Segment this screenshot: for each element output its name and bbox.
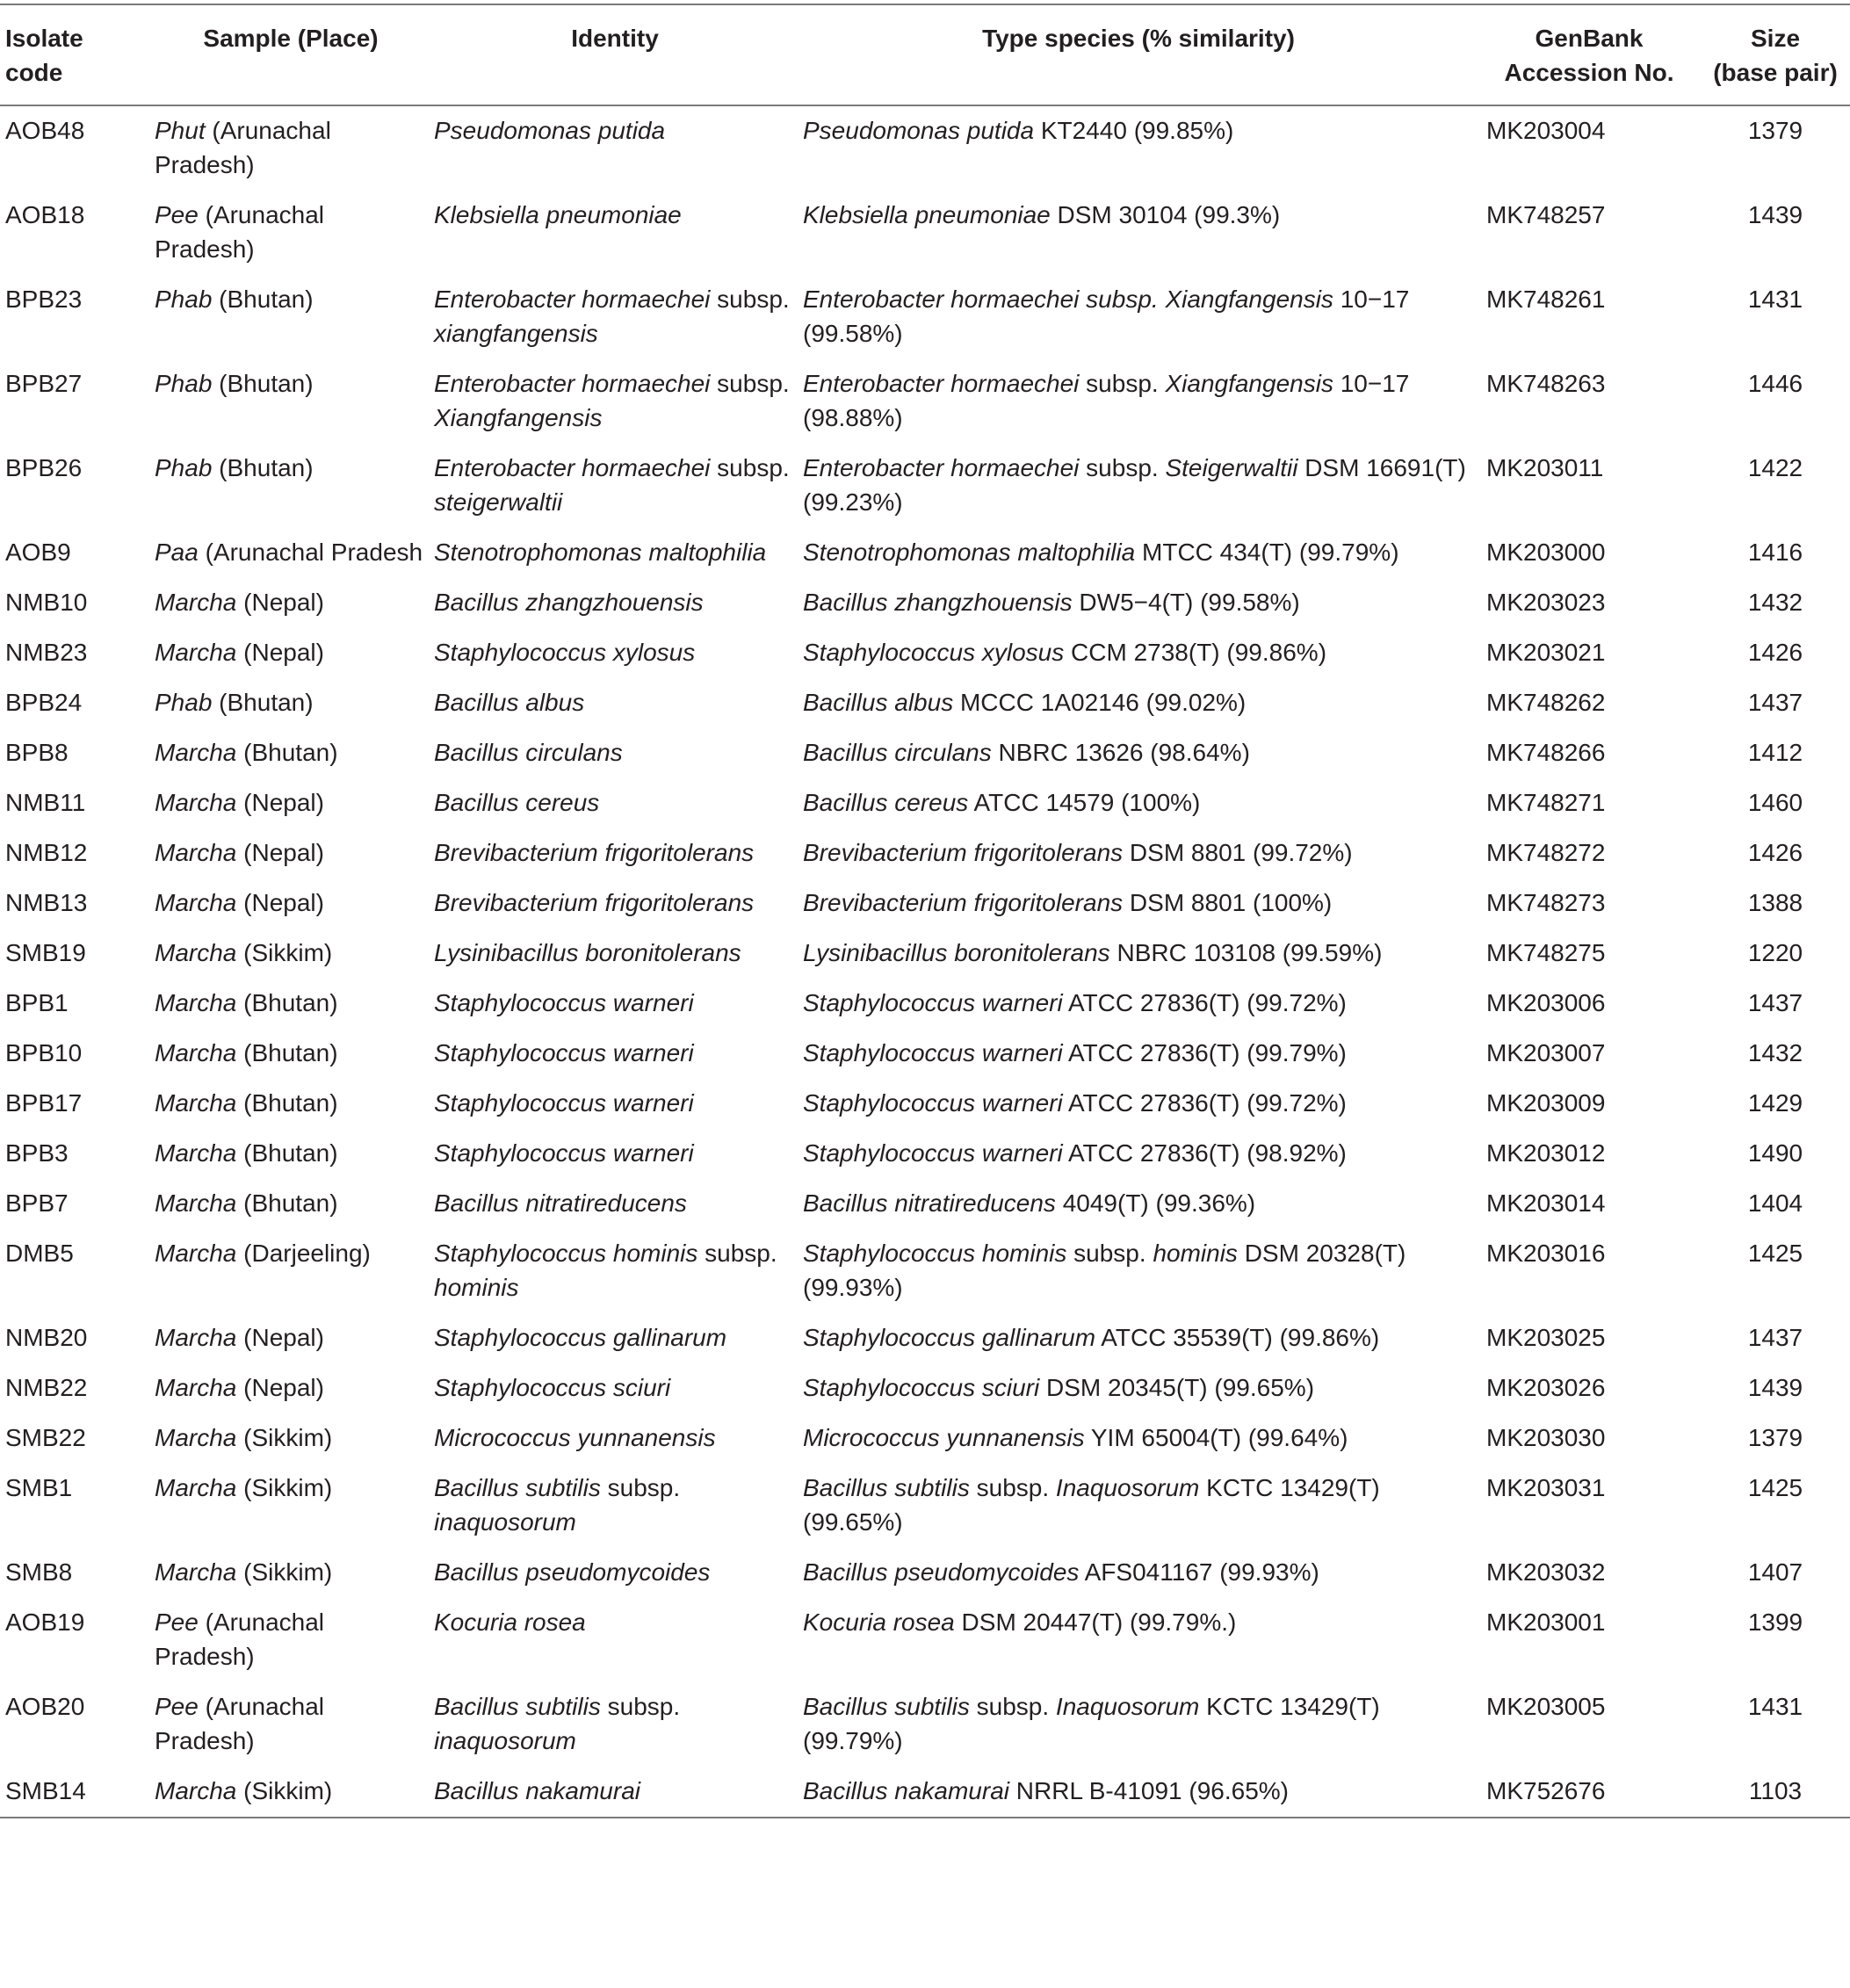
isolate-code-cell: BPB10 [5, 1039, 83, 1066]
type-species-cell: Enterobacter hormaechei subsp. Xiangfangensis 10−17 (98.88%) [803, 370, 1410, 431]
genbank-accession-cell: MK203026 [1486, 1374, 1606, 1401]
isolate-code-cell: NMB10 [5, 589, 88, 616]
genbank-accession-cell: MK748257 [1486, 201, 1606, 228]
type-species-cell: Kocuria rosea DSM 20447(T) (99.79%.) [803, 1608, 1237, 1636]
size-cell: 1426 [1747, 639, 1803, 666]
isolate-code-cell: BPB24 [5, 689, 83, 716]
identity-cell: Enterobacter hormaechei subsp. steigerwaltii [434, 454, 790, 516]
type-species-cell: Enterobacter hormaechei subsp. Steigerwaltii DSM 16691(T) (99.23%) [803, 454, 1466, 516]
size-cell: 1425 [1747, 1240, 1803, 1267]
size-cell: 1379 [1747, 1424, 1803, 1451]
identity-cell: Klebsiella pneumoniae [434, 201, 682, 228]
size-cell: 1426 [1747, 839, 1803, 866]
size-cell: 1437 [1747, 689, 1803, 716]
table-row [0, 878, 1850, 929]
header-identity: Identity [571, 25, 659, 52]
genbank-accession-cell: MK203004 [1486, 117, 1606, 144]
table-row [0, 828, 1850, 878]
genbank-accession-cell: MK203005 [1486, 1693, 1606, 1720]
type-species-cell: Staphylococcus xylosus CCM 2738(T) (99.86%) [803, 639, 1327, 666]
table-row [0, 1313, 1850, 1363]
type-species-cell: Staphylococcus warneri ATCC 27836(T) (99.72%) [803, 1089, 1347, 1117]
type-species-cell: Staphylococcus sciuri DSM 20345(T) (99.65%) [803, 1374, 1315, 1401]
sample-place-cell: Phut (Arunachal Pradesh) [155, 117, 331, 178]
isolate-code-cell: BPB23 [5, 286, 83, 313]
type-species-cell: Pseudomonas putida KT2440 (99.85%) [803, 117, 1234, 144]
table-row [0, 1229, 1850, 1313]
genbank-accession-cell: MK203016 [1486, 1240, 1606, 1267]
sample-place-cell: Phab (Bhutan) [155, 286, 314, 313]
size-cell: 1432 [1747, 1039, 1803, 1066]
type-species-cell: Staphylococcus warneri ATCC 27836(T) (99.72%) [803, 989, 1347, 1016]
type-species-cell: Bacillus circulans NBRC 13626 (98.64%) [803, 739, 1250, 766]
size-cell: 1407 [1747, 1558, 1803, 1586]
type-species-cell: Staphylococcus hominis subsp. hominis DSM 20328(T) (99.93%) [803, 1240, 1406, 1301]
identity-cell: Staphylococcus warneri [434, 1089, 694, 1117]
identity-cell: Brevibacterium frigoritolerans [434, 889, 755, 916]
identity-cell: Enterobacter hormaechei subsp. xiangfangensis [434, 286, 790, 347]
table-row [0, 678, 1850, 728]
isolate-code-cell: SMB1 [5, 1474, 73, 1501]
sample-place-cell: Marcha (Bhutan) [155, 989, 338, 1016]
size-cell: 1404 [1747, 1189, 1803, 1217]
genbank-accession-cell: MK203006 [1486, 989, 1606, 1016]
sample-place-cell: Marcha (Darjeeling) [155, 1240, 371, 1267]
table-row [0, 1129, 1850, 1179]
isolate-code-cell: AOB20 [5, 1693, 85, 1720]
isolate-code-cell: BPB8 [5, 739, 69, 766]
header-isolate-code: Isolate code [5, 25, 83, 86]
table-row [0, 191, 1850, 275]
size-cell: 1460 [1747, 789, 1803, 816]
table-row [0, 359, 1850, 444]
genbank-accession-cell: MK203012 [1486, 1139, 1606, 1167]
genbank-accession-cell: MK748266 [1486, 739, 1606, 766]
identity-cell: Staphylococcus warneri [434, 1039, 694, 1066]
identity-cell: Bacillus subtilis subsp. inaquosorum [434, 1474, 681, 1536]
sample-place-cell: Pee (Arunachal Pradesh) [155, 1608, 325, 1670]
header-size: Size (base pair) [1713, 25, 1838, 86]
sample-place-cell: Marcha (Bhutan) [155, 1039, 338, 1066]
size-cell: 1429 [1747, 1089, 1803, 1117]
genbank-accession-cell: MK203014 [1486, 1189, 1606, 1217]
table-row [0, 728, 1850, 778]
identity-cell: Bacillus subtilis subsp. inaquosorum [434, 1693, 681, 1754]
size-cell: 1425 [1747, 1474, 1803, 1501]
sample-place-cell: Marcha (Sikkim) [155, 1424, 333, 1451]
type-species-cell: Bacillus subtilis subsp. Inaquosorum KCTC 13429(T) (99.65%) [803, 1474, 1380, 1536]
size-cell: 1399 [1747, 1608, 1803, 1636]
type-species-cell: Stenotrophomonas maltophilia MTCC 434(T) (99.79%) [803, 539, 1399, 566]
isolate-code-cell: BPB17 [5, 1089, 83, 1117]
table-row [0, 778, 1850, 828]
isolate-code-cell: SMB14 [5, 1777, 86, 1804]
isolate-code-cell: NMB12 [5, 839, 88, 866]
genbank-accession-cell: MK203032 [1486, 1558, 1606, 1586]
size-cell: 1412 [1747, 739, 1803, 766]
size-cell: 1379 [1747, 117, 1803, 144]
sample-place-cell: Marcha (Nepal) [155, 1324, 324, 1351]
size-cell: 1432 [1747, 589, 1803, 616]
identity-cell: Kocuria rosea [434, 1608, 586, 1636]
sample-place-cell: Marcha (Nepal) [155, 789, 324, 816]
genbank-accession-cell: MK748263 [1486, 370, 1606, 397]
size-cell: 1388 [1747, 889, 1803, 916]
sample-place-cell: Marcha (Nepal) [155, 889, 324, 916]
sample-place-cell: Marcha (Nepal) [155, 839, 324, 866]
sample-place-cell: Marcha (Bhutan) [155, 1089, 338, 1117]
identity-cell: Staphylococcus warneri [434, 1139, 694, 1167]
genbank-accession-cell: MK203023 [1486, 589, 1606, 616]
sample-place-cell: Marcha (Nepal) [155, 1374, 324, 1401]
isolate-code-cell: DMB5 [5, 1240, 74, 1267]
identity-cell: Staphylococcus sciuri [434, 1374, 671, 1401]
sample-place-cell: Pee (Arunachal Pradesh) [155, 201, 325, 263]
sample-place-cell: Marcha (Sikkim) [155, 1474, 333, 1501]
isolate-code-cell: BPB26 [5, 454, 83, 481]
identity-cell: Bacillus circulans [434, 739, 623, 766]
sample-place-cell: Phab (Bhutan) [155, 689, 314, 716]
table-row [0, 1548, 1850, 1598]
sample-place-cell: Phab (Bhutan) [155, 370, 314, 397]
sample-place-cell: Phab (Bhutan) [155, 454, 314, 481]
sample-place-cell: Marcha (Nepal) [155, 589, 324, 616]
size-cell: 1490 [1747, 1139, 1803, 1167]
identity-cell: Staphylococcus xylosus [434, 639, 696, 666]
table-row [0, 1682, 1850, 1767]
genbank-accession-cell: MK203007 [1486, 1039, 1606, 1066]
identity-cell: Bacillus zhangzhouensis [434, 589, 704, 616]
size-cell: 1439 [1747, 1374, 1803, 1401]
identity-cell: Staphylococcus hominis subsp. hominis [434, 1240, 777, 1301]
isolate-code-cell: BPB3 [5, 1139, 69, 1167]
identity-cell: Pseudomonas putida [434, 117, 666, 144]
isolate-code-cell: BPB7 [5, 1189, 69, 1217]
table-row [0, 1029, 1850, 1079]
isolate-code-cell: AOB48 [5, 117, 85, 144]
size-cell: 1422 [1747, 454, 1803, 481]
type-species-cell: Bacillus subtilis subsp. Inaquosorum KCTC 13429(T) (99.79%) [803, 1693, 1380, 1754]
table-row [0, 578, 1850, 628]
genbank-accession-cell: MK203031 [1486, 1474, 1606, 1501]
sample-place-cell: Pee (Arunachal Pradesh) [155, 1693, 325, 1754]
type-species-cell: Staphylococcus gallinarum ATCC 35539(T) (99.86%) [803, 1324, 1380, 1351]
table-row [0, 1363, 1850, 1413]
type-species-cell: Staphylococcus warneri ATCC 27836(T) (98.92%) [803, 1139, 1347, 1167]
type-species-cell: Enterobacter hormaechei subsp. Xiangfangensis 10−17 (99.58%) [803, 286, 1410, 347]
isolate-code-cell: SMB22 [5, 1424, 86, 1451]
header-genbank-accession: GenBank Accession No. [1504, 25, 1674, 86]
isolate-code-cell: BPB1 [5, 989, 69, 1016]
type-species-cell: Bacillus nitratireducens 4049(T) (99.36%) [803, 1189, 1256, 1217]
type-species-cell: Bacillus nakamurai NRRL B-41091 (96.65%) [803, 1777, 1290, 1804]
genbank-accession-cell: MK203000 [1486, 539, 1606, 566]
sample-place-cell: Marcha (Bhutan) [155, 739, 338, 766]
genbank-accession-cell: MK203030 [1486, 1424, 1606, 1451]
type-species-cell: Bacillus albus MCCC 1A02146 (99.02%) [803, 689, 1247, 716]
size-cell: 1416 [1747, 539, 1803, 566]
table-row [0, 1464, 1850, 1548]
size-cell: 1431 [1747, 1693, 1803, 1720]
sample-place-cell: Marcha (Nepal) [155, 639, 324, 666]
table-row [0, 1598, 1850, 1682]
type-species-cell: Bacillus cereus ATCC 14579 (100%) [803, 789, 1201, 816]
table-row [0, 628, 1850, 678]
type-species-cell: Lysinibacillus boronitolerans NBRC 103108 (99.59%) [803, 939, 1383, 966]
sample-place-cell: Marcha (Sikkim) [155, 939, 333, 966]
isolate-code-cell: NMB11 [5, 789, 86, 816]
header-row [0, 4, 1850, 105]
table-row [0, 1767, 1850, 1818]
sample-place-cell: Paa (Arunachal Pradesh [155, 539, 423, 566]
identity-cell: Staphylococcus warneri [434, 989, 694, 1016]
genbank-accession-cell: MK748275 [1486, 939, 1606, 966]
type-species-cell: Bacillus zhangzhouensis DW5−4(T) (99.58%) [803, 589, 1300, 616]
isolate-code-cell: NMB13 [5, 889, 88, 916]
table-row [0, 1079, 1850, 1129]
type-species-cell: Staphylococcus warneri ATCC 27836(T) (99.79%) [803, 1039, 1347, 1066]
identity-cell: Bacillus pseudomycoides [434, 1558, 711, 1586]
table-row [0, 1179, 1850, 1229]
isolate-code-cell: SMB19 [5, 939, 86, 966]
header-sample-place: Sample (Place) [203, 25, 379, 52]
header-type-species: Type species (% similarity) [982, 25, 1295, 52]
identity-cell: Lysinibacillus boronitolerans [434, 939, 741, 966]
isolate-table [0, 4, 1850, 1818]
identity-cell: Staphylococcus gallinarum [434, 1324, 727, 1351]
type-species-cell: Brevibacterium frigoritolerans DSM 8801 (100%) [803, 889, 1333, 916]
genbank-accession-cell: MK748271 [1486, 789, 1606, 816]
type-species-cell: Micrococcus yunnanensis YIM 65004(T) (99.64%) [803, 1424, 1348, 1451]
sample-place-cell: Marcha (Sikkim) [155, 1777, 333, 1804]
isolate-code-cell: BPB27 [5, 370, 83, 397]
identity-cell: Stenotrophomonas maltophilia [434, 539, 767, 566]
genbank-accession-cell: MK203011 [1486, 454, 1604, 481]
identity-cell: Bacillus nakamurai [434, 1777, 640, 1804]
sample-place-cell: Marcha (Bhutan) [155, 1139, 338, 1167]
table-row [0, 528, 1850, 578]
genbank-accession-cell: MK748262 [1486, 689, 1606, 716]
size-cell: 1439 [1747, 201, 1803, 228]
table-row [0, 275, 1850, 359]
genbank-accession-cell: MK203021 [1486, 639, 1606, 666]
size-cell: 1437 [1747, 989, 1803, 1016]
sample-place-cell: Marcha (Sikkim) [155, 1558, 333, 1586]
table-row [0, 979, 1850, 1029]
identity-cell: Micrococcus yunnanensis [434, 1424, 716, 1451]
identity-cell: Bacillus nitratireducens [434, 1189, 687, 1217]
genbank-accession-cell: MK752676 [1486, 1777, 1606, 1804]
table-body [0, 105, 1850, 1818]
genbank-accession-cell: MK748272 [1486, 839, 1606, 866]
isolate-code-cell: NMB22 [5, 1374, 88, 1401]
table-row [0, 1413, 1850, 1464]
identity-cell: Bacillus cereus [434, 789, 600, 816]
genbank-accession-cell: MK203009 [1486, 1089, 1606, 1117]
genbank-accession-cell: MK203001 [1486, 1608, 1606, 1636]
type-species-cell: Bacillus pseudomycoides AFS041167 (99.93%) [803, 1558, 1319, 1586]
table-row [0, 105, 1850, 191]
sample-place-cell: Marcha (Bhutan) [155, 1189, 338, 1217]
type-species-cell: Brevibacterium frigoritolerans DSM 8801 (99.72%) [803, 839, 1353, 866]
isolate-code-cell: NMB20 [5, 1324, 88, 1351]
table-row [0, 929, 1850, 979]
size-cell: 1431 [1747, 286, 1803, 313]
isolate-code-cell: NMB23 [5, 639, 88, 666]
size-cell: 1103 [1748, 1777, 1803, 1804]
identity-cell: Brevibacterium frigoritolerans [434, 839, 755, 866]
identity-cell: Bacillus albus [434, 689, 585, 716]
size-cell: 1437 [1747, 1324, 1803, 1351]
identity-cell: Enterobacter hormaechei subsp. Xiangfangensis [434, 370, 790, 431]
isolate-code-cell: AOB9 [5, 539, 71, 566]
type-species-cell: Klebsiella pneumoniae DSM 30104 (99.3%) [803, 201, 1281, 228]
genbank-accession-cell: MK748273 [1486, 889, 1606, 916]
genbank-accession-cell: MK203025 [1486, 1324, 1606, 1351]
isolate-code-cell: AOB18 [5, 201, 85, 228]
table-row [0, 444, 1850, 528]
size-cell: 1446 [1747, 370, 1803, 397]
genbank-accession-cell: MK748261 [1486, 286, 1606, 313]
isolate-code-cell: SMB8 [5, 1558, 73, 1586]
size-cell: 1220 [1747, 939, 1803, 966]
isolate-code-cell: AOB19 [5, 1608, 85, 1636]
